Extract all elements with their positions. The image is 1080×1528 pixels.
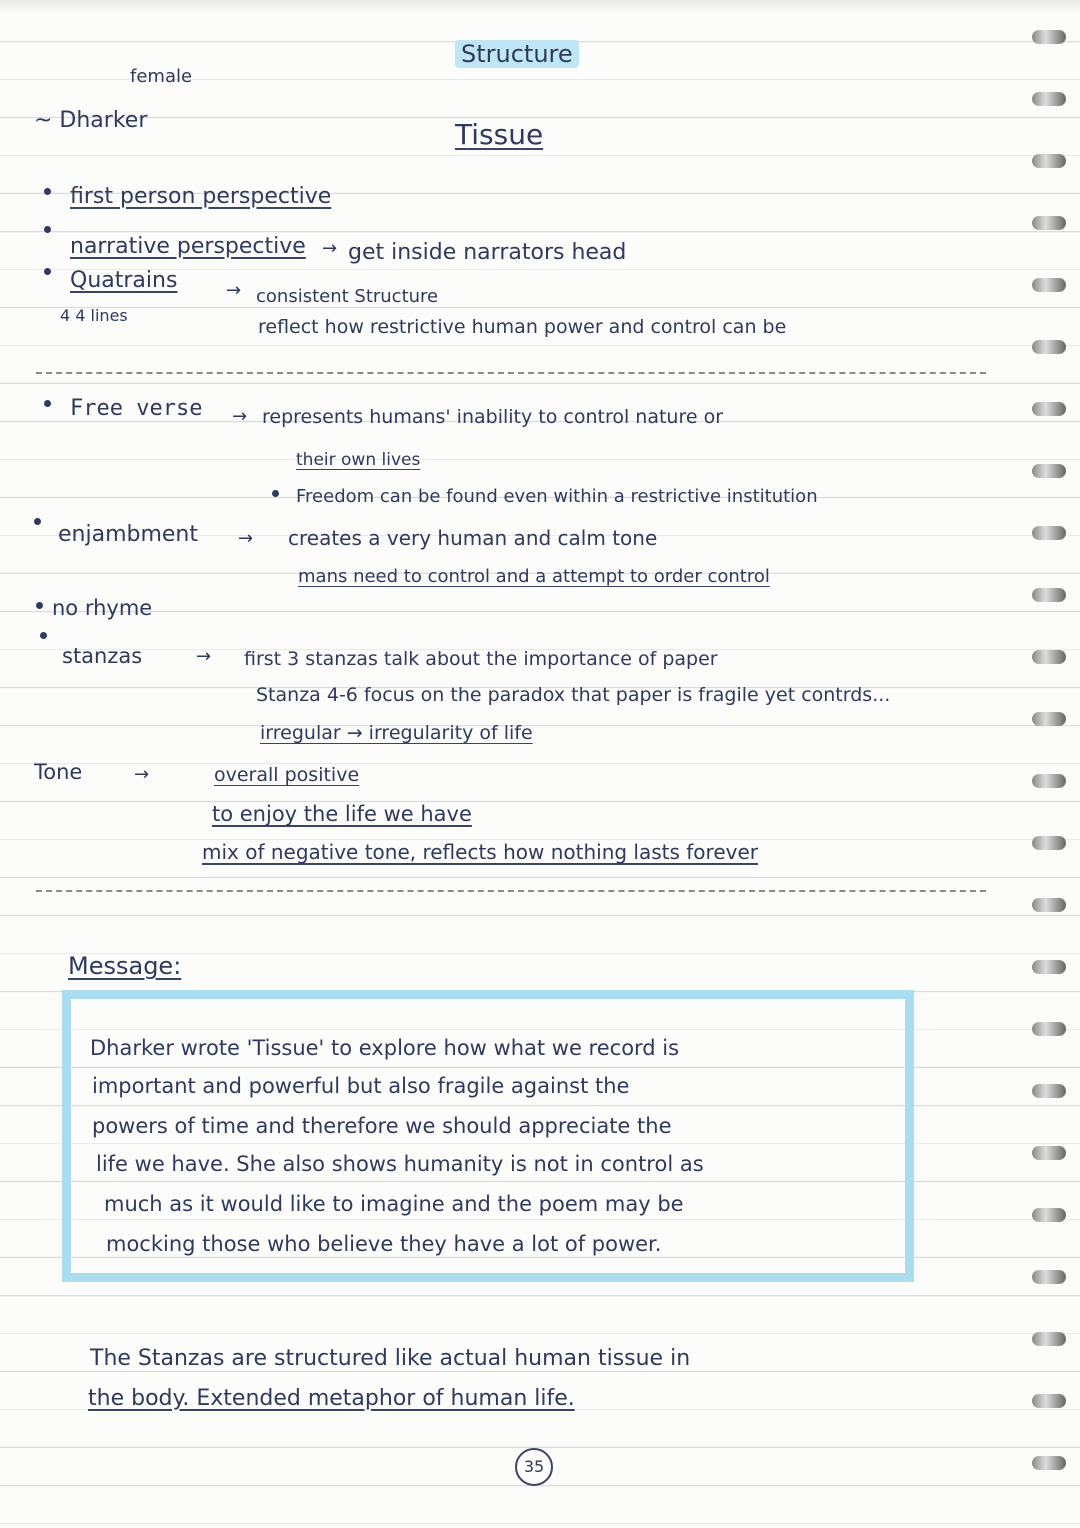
arrow-icon: → bbox=[134, 764, 150, 785]
message-line: Dharker wrote 'Tissue' to explore how what we record is bbox=[90, 1036, 680, 1060]
bullet bbox=[40, 632, 47, 639]
quatrains: Quatrains bbox=[70, 268, 178, 293]
bullet bbox=[44, 400, 51, 407]
narrative-note: get inside narrators head bbox=[348, 240, 627, 265]
message-line: important and powerful but also fragile against the bbox=[92, 1074, 630, 1098]
bullet bbox=[44, 268, 51, 275]
stanzas-note-2: Stanza 4-6 focus on the paradox that paper is fragile yet contrds... bbox=[256, 684, 891, 706]
free-verse-note-1b: their own lives bbox=[296, 450, 421, 470]
enjambment: enjambment bbox=[58, 522, 199, 547]
female-note: female bbox=[130, 66, 193, 87]
arrow-icon: → bbox=[322, 238, 338, 259]
free-verse-note-1a: represents humans' inability to control nature or bbox=[262, 406, 724, 428]
bullet bbox=[36, 602, 43, 609]
message-line: much as it would like to imagine and the poem may be bbox=[104, 1192, 684, 1216]
quatrains-sub: 4 4 lines bbox=[60, 306, 128, 325]
stanzas: stanzas bbox=[62, 644, 143, 668]
no-rhyme: no rhyme bbox=[52, 596, 153, 620]
tone: Tone bbox=[34, 760, 83, 784]
stanzas-note-3: irregular → irregularity of life bbox=[260, 722, 533, 744]
author-name: ~ Dharker bbox=[34, 108, 148, 133]
quatrains-note-1: consistent Structure bbox=[256, 286, 439, 307]
section-divider bbox=[36, 890, 986, 892]
page-top-shadow bbox=[0, 0, 1080, 14]
tone-note-3: mix of negative tone, reflects how nothing lasts forever bbox=[202, 840, 758, 864]
spiral-binding bbox=[1024, 30, 1080, 1510]
message-line: life we have. She also shows humanity is not in control as bbox=[96, 1152, 704, 1176]
arrow-icon: → bbox=[232, 406, 248, 427]
message-heading: Message: bbox=[68, 952, 182, 980]
arrow-icon: → bbox=[196, 646, 212, 667]
enjambment-note-1: creates a very human and calm tone bbox=[288, 526, 658, 550]
structure-heading: Structure bbox=[455, 40, 579, 68]
tone-note-1: overall positive bbox=[214, 764, 360, 786]
bullet bbox=[34, 518, 41, 525]
footer-note-line-2: the body. Extended metaphor of human life. bbox=[88, 1386, 575, 1411]
bullet bbox=[272, 490, 279, 497]
arrow-icon: → bbox=[238, 528, 254, 549]
free-verse-note-2: Freedom can be found even within a restrictive institution bbox=[296, 486, 818, 507]
message-line: mocking those who believe they have a lot of power. bbox=[106, 1232, 662, 1256]
quatrains-note-2: reflect how restrictive human power and control can be bbox=[258, 316, 787, 338]
bullet bbox=[44, 188, 51, 195]
poem-title: Tissue bbox=[455, 118, 544, 151]
page-number: 35 bbox=[515, 1448, 553, 1486]
arrow-icon: → bbox=[226, 280, 242, 301]
free-verse: Free verse bbox=[70, 396, 203, 421]
narrative-perspective: narrative perspective bbox=[70, 234, 306, 259]
bullet bbox=[44, 226, 51, 233]
stanzas-note-1: first 3 stanzas talk about the importance of paper bbox=[244, 648, 718, 670]
enjambment-note-2: mans need to control and a attempt to order control bbox=[298, 566, 770, 587]
section-divider bbox=[36, 372, 986, 374]
footer-note-line-1: The Stanzas are structured like actual human tissue in bbox=[90, 1346, 691, 1371]
tone-note-2: to enjoy the life we have bbox=[212, 802, 472, 826]
message-line: powers of time and therefore we should appreciate the bbox=[92, 1114, 672, 1138]
first-person-perspective: first person perspective bbox=[70, 184, 332, 209]
